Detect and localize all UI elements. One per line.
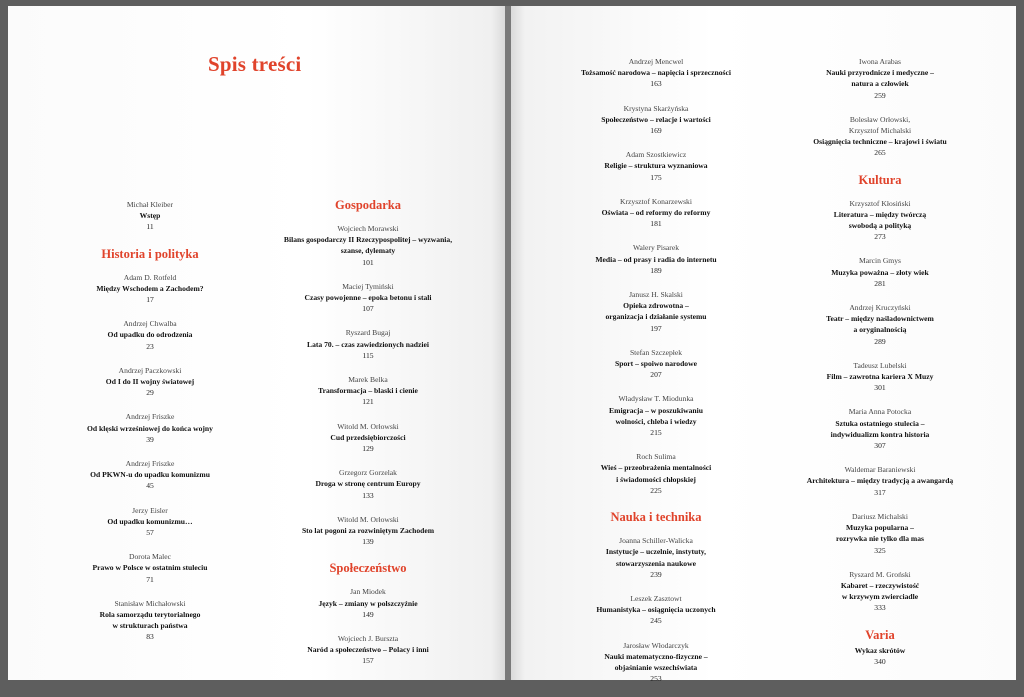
entry-author: Bolesław Orłowski, Krzysztof Michalski xyxy=(848,114,912,136)
entry-page-number: 157 xyxy=(362,656,374,666)
entry-author: Walery Pisarek xyxy=(633,243,679,253)
entry-title: Instytucje – uczelnie, instytuty, stowarzyszenia naukowe xyxy=(605,547,707,568)
toc-entry[interactable] xyxy=(62,272,238,306)
entry-page-number: 23 xyxy=(146,341,154,351)
entry-author: Michał Kleiber xyxy=(126,200,174,209)
entry-title: Od I do II wojny światowej xyxy=(105,377,195,387)
entry-page-number: 340 xyxy=(874,656,886,666)
entry-title: Prawo w Polsce w ostatnim stuleciu xyxy=(92,563,208,573)
entry-author: Władysław T. Miodunka xyxy=(618,394,694,404)
entry-author: Marcin Gmys xyxy=(859,256,901,266)
toc-entry[interactable] xyxy=(780,511,980,556)
toc-entry[interactable] xyxy=(780,569,980,614)
toc-entry[interactable] xyxy=(780,464,980,498)
entry-title: Muzyka popularna – rozrywka nie tylko dla mas xyxy=(835,523,925,544)
entry-author: Leszek Zasztowt xyxy=(630,593,682,603)
section-nauka-cont-entries xyxy=(780,56,980,159)
entry-title: Tożsamość narodowa – napięcia i sprzeczności xyxy=(581,68,731,78)
entry-author: Andrzej Friszke xyxy=(125,459,175,469)
entry-author: Andrzej Mencwel xyxy=(628,57,684,66)
entry-title: Między Wschodem a Zachodem? xyxy=(96,283,204,293)
entry-title: Kabaret – rzeczywistość w krzywym zwierciadle xyxy=(840,580,920,602)
entry-page-number: 163 xyxy=(650,79,662,89)
entry-title: Oświata – od reformy do reformy xyxy=(601,208,711,218)
section-title-gospodarka: Gospodarka xyxy=(335,198,401,212)
entry-page-number: 197 xyxy=(650,323,662,333)
entry-title: Sport – spoiwo narodowe xyxy=(615,359,697,369)
entry-page-number: 265 xyxy=(874,148,886,158)
entry-title: Czasy powojenne – epoka betonu i stali xyxy=(304,293,432,303)
entry-page-number: 273 xyxy=(874,232,886,242)
toc-entry[interactable] xyxy=(556,593,756,627)
toc-entry[interactable] xyxy=(262,421,474,455)
toc-entry-intro[interactable] xyxy=(62,199,238,233)
column-economy xyxy=(262,197,474,680)
entry-page-number: 107 xyxy=(362,304,374,314)
entry-title: Literatura – między twórczą swobodą a polityką xyxy=(833,209,927,231)
entry-page-number: 307 xyxy=(874,441,886,451)
entry-page-number: 71 xyxy=(146,574,154,584)
entry-title: Religie – struktura wyznaniowa xyxy=(604,161,708,171)
toc-entry[interactable] xyxy=(62,318,238,352)
toc-entry[interactable] xyxy=(556,149,756,183)
toc-entry[interactable] xyxy=(556,103,756,137)
entry-author: Wojciech Morawski xyxy=(337,224,399,233)
section-title-historia: Historia i polityka xyxy=(101,246,199,261)
entry-page-number: 45 xyxy=(146,481,154,491)
entry-title: Teatr – między naśladownictwem a oryginalnością xyxy=(826,314,934,335)
entry-title: Nauki przyrodnicze i medyczne – natura a człowiek xyxy=(826,68,934,89)
entry-author: Maria Anna Potocka xyxy=(848,407,912,417)
entry-page-number: 259 xyxy=(874,90,886,100)
entry-page-number: 281 xyxy=(874,278,886,288)
entry-title: Język – zmiany w polszczyźnie xyxy=(318,598,418,608)
entry-page-number: 115 xyxy=(362,350,374,360)
entry-author: Andrzej Chwalba xyxy=(123,319,177,329)
entry-page-number: 215 xyxy=(650,428,662,438)
entry-title: Humanistyka – osiągnięcia uczonych xyxy=(596,605,716,615)
entry-page-number: 139 xyxy=(362,537,374,547)
entry-title: Od klęski wrześniowej do końca wojny xyxy=(87,423,213,433)
toc-entry[interactable] xyxy=(62,551,238,585)
toc-entry[interactable] xyxy=(556,393,756,438)
entry-page-number: 289 xyxy=(874,336,886,346)
entry-page-number: 29 xyxy=(146,388,154,398)
entry-author: Andrzej Friszke xyxy=(125,412,175,422)
entry-author: Maciej Tymiński xyxy=(342,281,394,291)
entry-title: Osiągnięcia techniczne – krajowi i światu xyxy=(813,137,947,147)
section-gospodarka-entries xyxy=(262,223,474,547)
toc-title: Spis treści xyxy=(208,52,302,76)
entry-title: Wieś – przeobrażenia mentalności i świadomości chłopskiej xyxy=(600,463,712,484)
column-history xyxy=(62,199,238,656)
entry-title: Cud przedsiębiorczości xyxy=(330,432,406,442)
entry-title: Opieka zdrowotna – organizacja i działanie systemu xyxy=(605,301,707,322)
toc-entry[interactable] xyxy=(262,374,474,408)
toc-entry[interactable] xyxy=(262,281,474,315)
entry-title: Od upadku komunizmu… xyxy=(107,516,193,526)
section-spoleczenstwo-entries xyxy=(262,586,474,666)
entry-author: Jerzy Eisler xyxy=(132,505,168,515)
entry-author: Ryszard M. Groński xyxy=(849,569,911,579)
section-title-varia: Varia xyxy=(865,627,895,642)
toc-entry[interactable] xyxy=(62,598,238,643)
entry-title: Droga w stronę centrum Europy xyxy=(315,479,421,489)
entry-title: Od upadku do odrodzenia xyxy=(107,330,193,340)
entry-page-number: 317 xyxy=(874,487,886,497)
entry-page-number: 175 xyxy=(650,172,662,182)
toc-entry[interactable] xyxy=(556,535,756,580)
entry-page-number: 207 xyxy=(650,370,662,380)
entry-title: Społeczeństwo – relacje i wartości xyxy=(601,114,711,124)
entry-title: Media – od prasy i radia do internetu xyxy=(595,254,717,264)
toc-entry[interactable] xyxy=(556,289,756,334)
entry-author: Dorota Malec xyxy=(129,552,171,562)
section-title-spoleczenstwo: Społeczeństwo xyxy=(329,561,407,576)
entry-title: Bilans gospodarczy II Rzeczypospolitej – wyzwania, szanse, dylematy xyxy=(283,235,453,256)
toc-entry[interactable] xyxy=(780,645,980,667)
entry-page-number: 301 xyxy=(874,383,886,393)
entry-title: Sto lat pogoni za rozwiniętym Zachodem xyxy=(301,526,435,536)
section-varia-entries xyxy=(780,645,980,667)
entry-page-number: 39 xyxy=(146,434,154,444)
toc-entry[interactable] xyxy=(62,365,238,399)
toc-entry[interactable] xyxy=(556,56,756,90)
entry-author: Ryszard Bugaj xyxy=(345,328,391,338)
entry-title: Lata 70. – czas zawiedzionych nadziei xyxy=(307,339,429,349)
entry-author: Jan Miodek xyxy=(350,587,386,597)
toc-entry[interactable] xyxy=(780,406,980,451)
entry-page-number: 253 xyxy=(650,674,662,684)
entry-author: Witold M. Orłowski xyxy=(337,421,399,431)
entry-title: Sztuka ostatniego stulecia – indywidualizm kontra historia xyxy=(830,418,930,439)
toc-entry[interactable] xyxy=(62,505,238,539)
entry-title: Naród a społeczeństwo – Polacy i inni xyxy=(307,645,429,655)
entry-title: Architektura – między tradycją a awangardą xyxy=(806,476,954,486)
entry-author: Stefan Szczepłek xyxy=(629,347,683,357)
entry-title: Nauki matematyczno-fizyczne – objaśnianie wszechświata xyxy=(604,651,708,672)
entry-author: Grzegorz Gorzelak xyxy=(339,468,397,478)
toc-entry[interactable] xyxy=(262,633,474,667)
toc-entry[interactable] xyxy=(780,255,980,289)
entry-author: Krzysztof Kłosiński xyxy=(849,198,911,208)
column-culture xyxy=(780,56,980,680)
entry-page-number: 245 xyxy=(650,616,662,626)
entry-title: Wstęp xyxy=(139,211,161,221)
toc-entry[interactable] xyxy=(780,56,980,101)
entry-author: Joanna Schiller-Walicka xyxy=(619,536,693,546)
column-society-science xyxy=(556,56,756,697)
entry-author: Adam Szostkiewicz xyxy=(625,150,687,160)
entry-page-number: 129 xyxy=(362,444,374,454)
entry-author: Tadeusz Lubelski xyxy=(853,360,907,370)
toc-entry[interactable] xyxy=(780,198,980,243)
entry-page-number: 239 xyxy=(650,569,662,579)
toc-entry[interactable] xyxy=(556,347,756,381)
section-title-kultura: Kultura xyxy=(858,172,902,187)
entry-title: Rola samorządu terytorialnego w strukturach państwa xyxy=(99,610,201,631)
entry-title: Transformacja – blaski i cienie xyxy=(318,386,418,396)
entry-author: Krystyna Skarżyńska xyxy=(623,103,689,113)
toc-entry[interactable] xyxy=(62,411,238,445)
entry-author: Adam D. Rotfeld xyxy=(123,272,177,282)
toc-entry[interactable] xyxy=(62,458,238,492)
entry-title: Film – zawrotna kariera X Muzy xyxy=(826,372,934,382)
toc-entry[interactable] xyxy=(556,242,756,276)
book-gutter xyxy=(505,6,511,680)
entry-title: Emigracja – w poszukiwaniu wolności, chleba i wiedzy xyxy=(609,405,703,426)
section-historia-entries xyxy=(62,272,238,643)
entry-author: Marek Belka xyxy=(348,375,388,385)
entry-author: Wojciech J. Burszta xyxy=(337,634,399,644)
entry-page-number: 325 xyxy=(874,545,886,555)
toc-entry[interactable] xyxy=(780,360,980,394)
toc-entry[interactable] xyxy=(556,451,756,496)
toc-entry[interactable] xyxy=(556,640,756,685)
entry-page-number: 121 xyxy=(362,397,374,407)
entry-page-number: 17 xyxy=(146,295,154,305)
toc-entry[interactable] xyxy=(262,223,474,268)
entry-author: Dariusz Michalski xyxy=(852,511,908,521)
entry-page-number: 333 xyxy=(874,603,886,613)
section-kultura-entries xyxy=(780,198,980,614)
toc-entry[interactable] xyxy=(262,586,474,620)
entry-author: Witold M. Orłowski xyxy=(337,514,399,524)
entry-page-number: 181 xyxy=(650,219,662,229)
toc-entry[interactable] xyxy=(262,514,474,548)
entry-page-number: 169 xyxy=(650,126,662,136)
entry-author: Roch Sulima xyxy=(636,452,676,462)
toc-entry[interactable] xyxy=(780,114,980,159)
entry-page-number: 101 xyxy=(362,257,374,267)
toc-entry[interactable] xyxy=(780,302,980,347)
entry-author: Andrzej Paczkowski xyxy=(118,365,182,375)
section-nauka-entries xyxy=(556,535,756,684)
entry-title: Od PKWN-u do upadku komunizmu xyxy=(90,470,210,480)
entry-page-number: 11 xyxy=(146,222,154,232)
toc-entry[interactable] xyxy=(262,327,474,361)
entry-title: Wykaz skrótów xyxy=(854,645,906,655)
entry-page-number: 57 xyxy=(146,528,154,538)
entry-title: Muzyka poważna – złoty wiek xyxy=(831,267,929,277)
entry-author: Waldemar Baraniewski xyxy=(844,465,916,475)
entry-page-number: 83 xyxy=(146,632,154,642)
entry-author: Andrzej Kruczyński xyxy=(849,303,911,313)
entry-author: Stanisław Michałowski xyxy=(114,598,186,608)
toc-entry[interactable] xyxy=(262,467,474,501)
entry-author: Krzysztof Konarzewski xyxy=(620,196,692,206)
entry-page-number: 133 xyxy=(362,490,374,500)
section-spoleczenstwo-cont-entries xyxy=(556,56,756,496)
entry-page-number: 149 xyxy=(362,609,374,619)
toc-entry[interactable] xyxy=(556,196,756,230)
entry-page-number: 225 xyxy=(650,485,662,495)
section-title-nauka: Nauka i technika xyxy=(610,510,702,525)
entry-author: Jarosław Włodarczyk xyxy=(623,640,689,650)
entry-author: Iwona Arabas xyxy=(859,57,901,66)
entry-page-number: 189 xyxy=(650,265,662,275)
entry-author: Janusz H. Skalski xyxy=(629,290,683,300)
